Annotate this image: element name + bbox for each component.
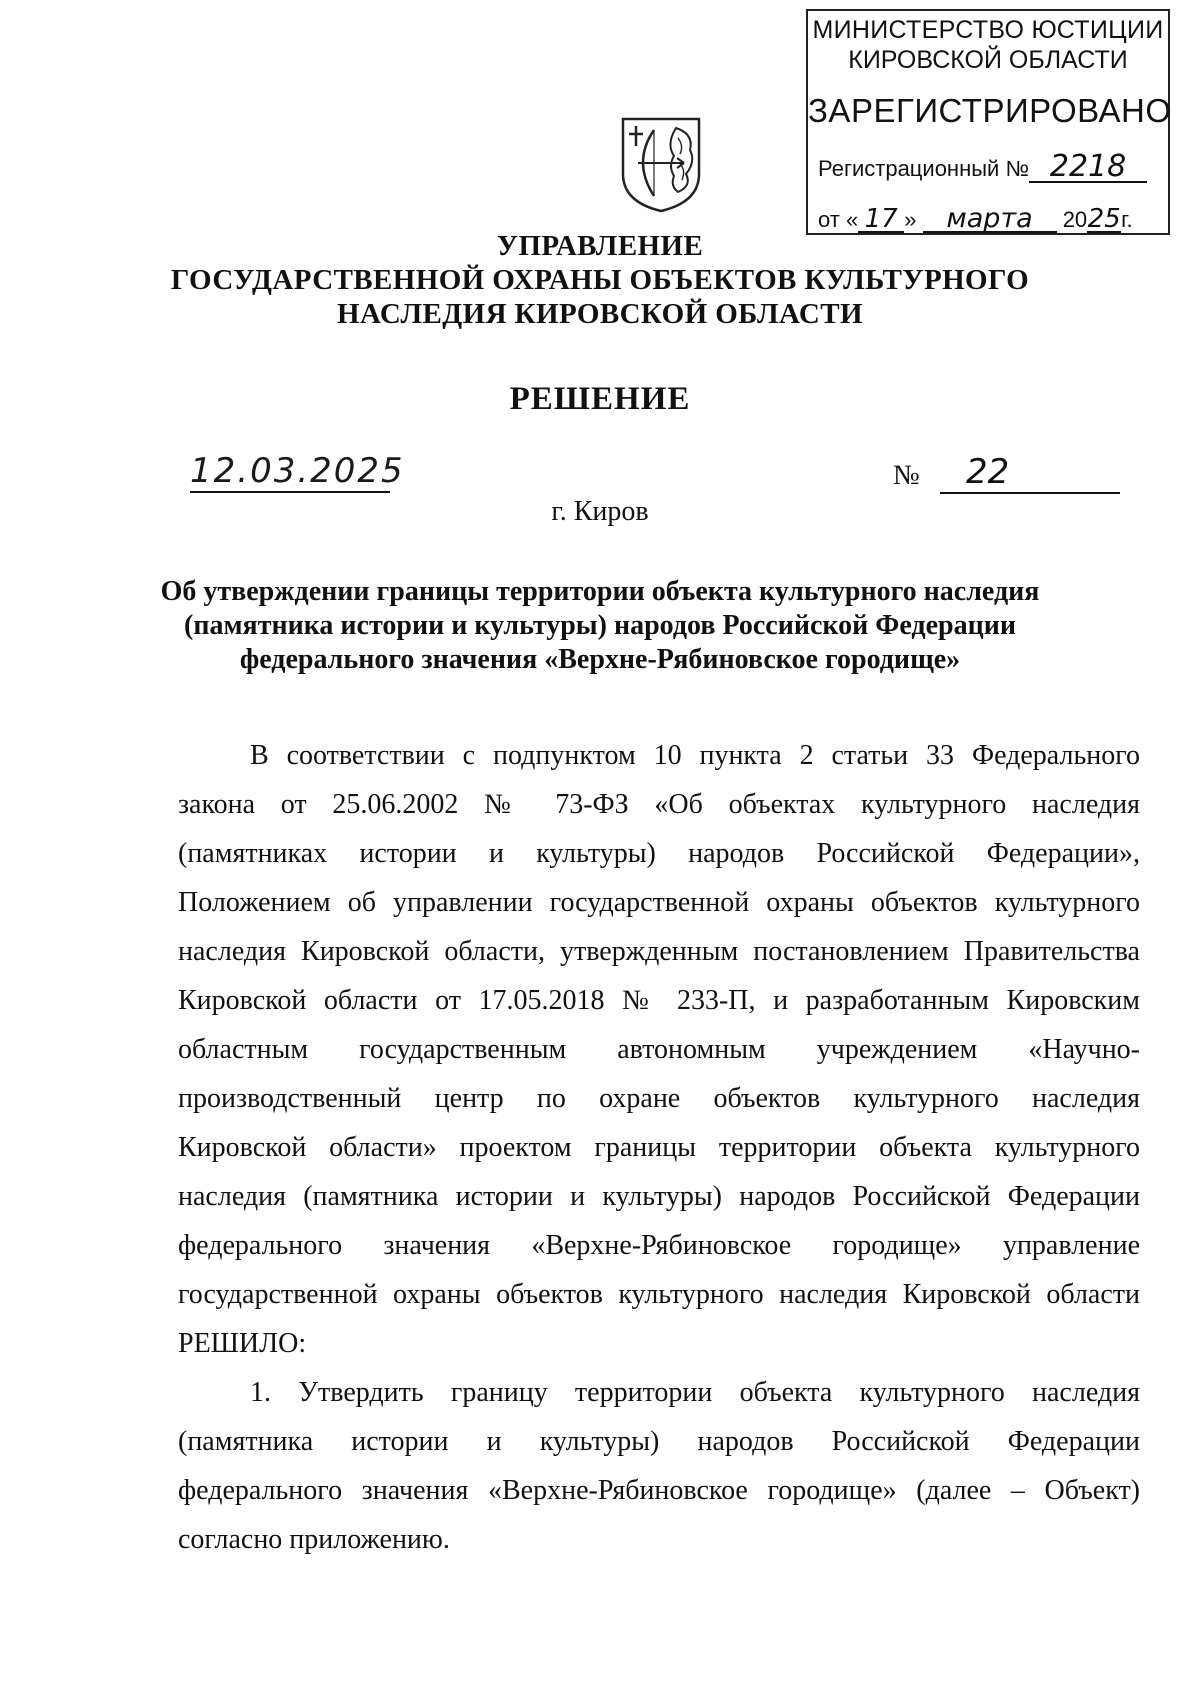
decision-date: 12.03.2025 <box>190 451 405 491</box>
stamp-date-mid: » <box>904 207 917 232</box>
stamp-ministry: МИНИСТЕРСТВО ЮСТИЦИИ <box>812 16 1164 44</box>
stamp-reg-number: 2218 <box>1029 153 1147 183</box>
body-line: производственный центр по охране объектов культурного наследия <box>178 1083 1140 1114</box>
stamp-year-prefix: 20 <box>1062 207 1088 232</box>
subject-line-3: федерального значения «Верхне-Рябиновское городище» <box>239 644 961 675</box>
clause-1-line: согласно приложению. <box>178 1524 450 1555</box>
body-line: федерального значения «Верхне-Рябиновское городище» управление <box>178 1230 1140 1261</box>
registration-stamp <box>806 9 1170 235</box>
stamp-date-day: 17 <box>858 207 904 233</box>
stamp-date-month: марта <box>923 207 1057 233</box>
clause-1-line: федерального значения «Верхне-Рябиновское городище» (далее – Объект) <box>178 1475 1140 1506</box>
stamp-year-suffix: 25 <box>1087 204 1121 234</box>
stamp-year-unit: г. <box>1121 207 1133 232</box>
document-type-title: РЕШЕНИЕ <box>509 381 691 417</box>
body-line: областным государственным автономным учреждением «Научно- <box>178 1034 1140 1065</box>
stamp-date-prefix: от « <box>818 207 859 232</box>
stamp-registration-number <box>818 149 1147 184</box>
stamp-registered: ЗАРЕГИСТРИРОВАНО <box>808 92 1172 129</box>
clause-1-line: (памятника истории и культуры) народов Российской Федерации <box>178 1426 1140 1457</box>
body-line: Положением об управлении государственной охраны объектов культурного <box>178 887 1140 918</box>
body-line: государственной охраны объектов культурного наследия Кировской области <box>178 1279 1140 1310</box>
kirov-coat-of-arms-icon <box>620 116 702 214</box>
subject-line-2: (памятника истории и культуры) народов Российской Федерации <box>184 610 1016 641</box>
stamp-reg-label: Регистрационный № <box>818 156 1030 181</box>
org-title-line-1: УПРАВЛЕНИЕ <box>496 230 704 262</box>
clause-1-line: 1. Утвердить границу территории объекта культурного наследия <box>250 1377 1140 1408</box>
stamp-region: КИРОВСКОЙ ОБЛАСТИ <box>848 46 1128 74</box>
subject-line-1: Об утверждении границы территории объекта культурного наследия <box>160 576 1040 607</box>
body-line: закона от 25.06.2002 № 73-ФЗ «Об объектах культурного наследия <box>178 789 1140 820</box>
body-line: (памятниках истории и культуры) народов Российской Федерации», <box>178 838 1140 869</box>
decision-number: 22 <box>940 452 1120 494</box>
city: г. Киров <box>551 496 649 527</box>
body-line: В соответствии с подпунктом 10 пункта 2 статьи 33 Федерального <box>250 740 1140 771</box>
org-title-line-2: ГОСУДАРСТВЕННОЙ ОХРАНЫ ОБЪЕКТОВ КУЛЬТУРНОГО <box>170 264 1030 296</box>
decision-number-label: № <box>893 460 920 491</box>
org-title-line-3: НАСЛЕДИЯ КИРОВСКОЙ ОБЛАСТИ <box>337 298 863 330</box>
body-line: Кировской области от 17.05.2018 № 233-П, и разработанным Кировским <box>178 985 1140 1016</box>
body-line: Кировской области» проектом границы территории объекта культурного <box>178 1132 1140 1163</box>
body-line: наследия (памятника истории и культуры) народов Российской Федерации <box>178 1181 1140 1212</box>
body-line-resolved: РЕШИЛО: <box>178 1328 307 1359</box>
body-line: наследия Кировской области, утвержденным постановлением Правительства <box>178 936 1140 967</box>
